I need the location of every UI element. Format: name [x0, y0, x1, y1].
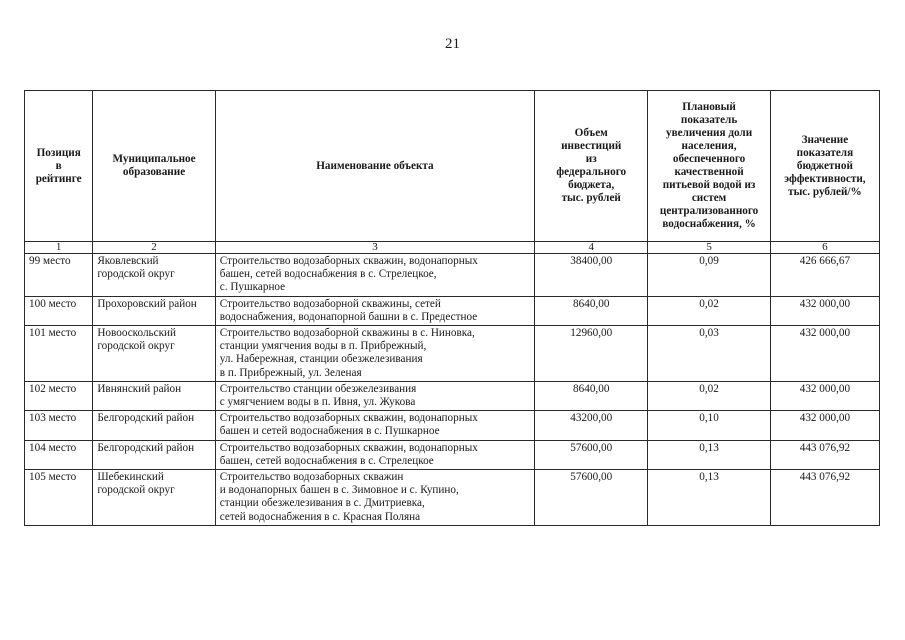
header-text-line: показателя: [796, 146, 854, 159]
municipality-cell: [93, 440, 215, 469]
object-cell: [215, 381, 534, 410]
efficiency-cell: 432 000,00: [770, 381, 879, 410]
efficiency-cell: 432 000,00: [770, 296, 879, 325]
cell-text-line: Ивнянский район: [97, 382, 182, 395]
object-cell: [215, 296, 534, 325]
header-object-name: [215, 91, 534, 242]
header-text-line: водоснабжения, %: [662, 218, 756, 230]
cell-text-line: Белгородский район: [97, 441, 195, 454]
header-municipality: [93, 91, 215, 242]
column-number: 3: [215, 242, 534, 254]
efficiency-cell: 443 076,92: [770, 440, 879, 469]
indicator-cell: 0,13: [648, 470, 770, 526]
efficiency-cell: 443 076,92: [770, 470, 879, 526]
header-text-line: показатель: [680, 114, 738, 126]
investment-cell: 57600,00: [535, 470, 648, 526]
rank-cell: 100 место: [25, 296, 93, 325]
investment-cell: 12960,00: [535, 326, 648, 382]
header-text-line: инвестиций: [561, 140, 622, 152]
municipality-cell: [93, 411, 215, 440]
indicator-cell: 0,03: [648, 326, 770, 382]
cell-text-line: Новооскольский: [97, 327, 177, 340]
investment-cell: 43200,00: [535, 411, 648, 440]
indicator-cell: 0,02: [648, 296, 770, 325]
cell-text-line: с. Пушкарное: [219, 281, 286, 294]
municipality-cell: [93, 381, 215, 410]
header-text-line: из: [585, 153, 597, 165]
header-text-line: федерального: [556, 166, 627, 178]
cell-text-line: Шебекинский: [97, 471, 164, 484]
table-header-row: [25, 91, 880, 242]
table-row: [25, 381, 880, 410]
cell-text-line: Строительство водозаборных скважин, водонапорных: [219, 255, 478, 267]
object-cell: [215, 326, 534, 382]
investment-cell: 57600,00: [535, 440, 648, 469]
cell-text-line: Строительство станции обезжелезивания: [219, 382, 417, 395]
header-text-line: Значение: [801, 133, 849, 146]
header-text-line: рейтинге: [35, 172, 82, 185]
cell-text-line: станции обезжелезивания в с. Дмитриевка,: [219, 497, 425, 510]
cell-text-line: и водонапорных башен в с. Зимовное и с. Купино,: [219, 484, 459, 497]
column-number: 4: [535, 242, 648, 254]
header-rank: [25, 91, 93, 242]
header-text-line: питьевой водой из: [662, 179, 756, 191]
column-number: 5: [648, 242, 770, 254]
header-text-line: эффективности,: [784, 172, 866, 185]
indicator-cell: 0,13: [648, 440, 770, 469]
header-text-line: качественной: [674, 166, 744, 178]
cell-text-line: городской округ: [97, 340, 175, 353]
cell-text-line: башен, сетей водоснабжения в с. Стрелецкое,: [219, 268, 437, 281]
cell-text-line: Строительство водозаборных скважин, водонапорных: [219, 412, 478, 425]
object-cell: [215, 254, 534, 297]
municipality-cell: [93, 254, 215, 297]
cell-text-line: Белгородский район: [97, 412, 195, 425]
cell-text-line: башен и сетей водоснабжения в с. Пушкарное: [219, 425, 440, 438]
rank-cell: 101 место: [25, 326, 93, 382]
header-indicator: [648, 91, 770, 242]
header-text-line: централизованного: [659, 205, 759, 217]
rank-cell: 99 место: [25, 254, 93, 297]
header-text-line: Муниципальное: [112, 153, 196, 165]
column-number: 2: [93, 242, 215, 254]
investment-cell: 8640,00: [535, 381, 648, 410]
indicator-cell: 0,02: [648, 381, 770, 410]
investment-cell: 8640,00: [535, 296, 648, 325]
indicator-cell: 0,10: [648, 411, 770, 440]
cell-text-line: Прохоровский район: [97, 297, 197, 310]
header-text-line: населения,: [681, 140, 737, 152]
header-investment: [535, 91, 648, 242]
page-number: 21: [445, 36, 460, 52]
column-number-row: [25, 242, 880, 254]
efficiency-cell: 426 666,67: [770, 254, 879, 297]
header-efficiency: [770, 91, 879, 242]
table-row: [25, 296, 880, 325]
header-text-line: бюджета,: [568, 179, 615, 191]
rank-cell: 103 место: [25, 411, 93, 440]
table-row: [25, 254, 880, 297]
object-cell: [215, 411, 534, 440]
table-body: [25, 254, 880, 526]
cell-text-line: ул. Набережная, станции обезжелезивания: [219, 353, 423, 366]
header-text-line: тыс. рублей: [561, 192, 621, 204]
header-text-line: Позиция: [36, 146, 81, 159]
header-text-line: Наименование объекта: [316, 159, 434, 172]
investment-cell: 38400,00: [535, 254, 648, 297]
indicator-cell: 0,09: [648, 254, 770, 297]
table-row: [25, 411, 880, 440]
cell-text-line: в п. Прибрежный, ул. Зеленая: [219, 366, 362, 379]
cell-text-line: станции умягчения воды в п. Прибрежный,: [219, 340, 427, 353]
cell-text-line: башен, сетей водоснабжения в с. Стрелецкое: [219, 454, 434, 467]
header-text-line: тыс. рублей/%: [788, 185, 862, 198]
object-cell: [215, 440, 534, 469]
table-row: [25, 326, 880, 382]
cell-text-line: городской округ: [97, 268, 175, 281]
cell-text-line: Строительство водозаборных скважин, водонапорных: [219, 441, 478, 454]
cell-text-line: Яковлевский: [97, 255, 159, 267]
cell-text-line: Строительство водозаборной скважины в с. Ниновка,: [219, 327, 475, 340]
object-cell: [215, 470, 534, 526]
cell-text-line: с умягчением воды в п. Ивня, ул. Жукова: [219, 396, 416, 409]
header-text-line: образование: [122, 166, 186, 178]
municipality-cell: [93, 296, 215, 325]
header-text-line: Плановый: [682, 101, 736, 113]
table-row: [25, 440, 880, 469]
rank-cell: 102 место: [25, 381, 93, 410]
column-number: 6: [770, 242, 879, 254]
efficiency-cell: 432 000,00: [770, 411, 879, 440]
efficiency-cell: 432 000,00: [770, 326, 879, 382]
header-text-line: систем: [691, 192, 727, 204]
cell-text-line: городской округ: [97, 484, 175, 497]
cell-text-line: сетей водоснабжения в с. Красная Поляна: [219, 510, 421, 523]
table-row: [25, 470, 880, 526]
cell-text-line: Строительство водозаборной скважины, сетей: [219, 297, 441, 310]
cell-text-line: водоснабжения, водонапорной башни в с. Предестное: [219, 310, 478, 323]
rating-table: [24, 90, 880, 526]
header-text-line: увеличения доли: [665, 127, 753, 139]
header-text-line: Объем: [574, 127, 608, 139]
column-number: 1: [25, 242, 93, 254]
header-text-line: в: [55, 159, 62, 172]
header-text-line: бюджетной: [796, 159, 853, 172]
header-text-line: обеспеченного: [672, 153, 746, 165]
cell-text-line: Строительство водозаборных скважин: [219, 471, 404, 484]
municipality-cell: [93, 470, 215, 526]
rank-cell: 105 место: [25, 470, 93, 526]
municipality-cell: [93, 326, 215, 382]
rank-cell: 104 место: [25, 440, 93, 469]
